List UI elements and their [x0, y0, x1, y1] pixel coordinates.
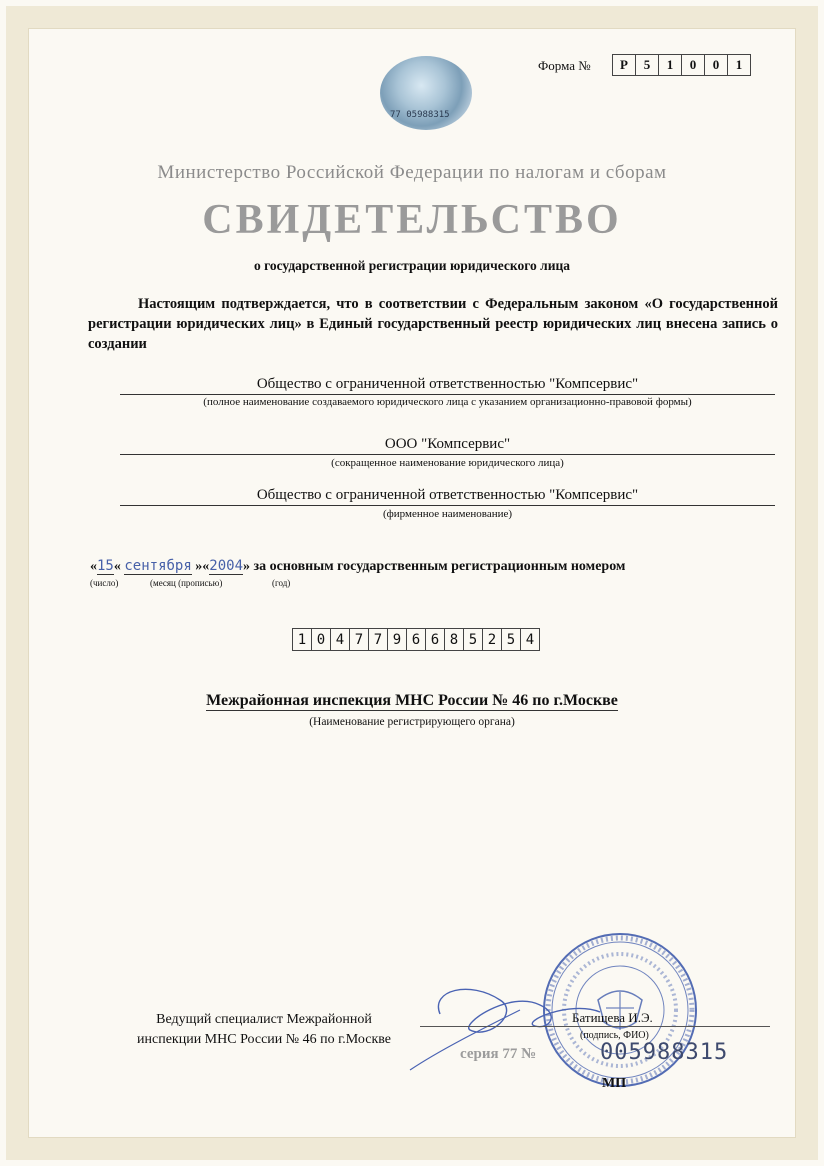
firm-name-caption: (фирменное наименование) [382, 508, 513, 520]
ogrn-cell: 1 [292, 628, 311, 651]
date-month-caption: (месяц (прописью) [150, 578, 223, 588]
authority-name-text: Межрайонная инспекция МНС России № 46 по г.Москве [206, 692, 618, 709]
short-name-value: ООО "Компсервис" [120, 436, 775, 455]
authority-caption: (Наименование регистрирующего органа) [309, 716, 515, 728]
signer-caption: (подпись, ФИО) [580, 1030, 649, 1041]
hologram-number: 77 05988315 [390, 110, 450, 120]
short-name-caption: (сокращенное наименование юридического лица) [331, 457, 564, 469]
ogrn-cell: 7 [349, 628, 368, 651]
form-code-cell: 5 [635, 54, 658, 76]
date-year-caption: (год) [272, 578, 291, 588]
seal-place-label: МП [602, 1076, 627, 1091]
signer-position-line1: Ведущий специалист Межрайонной [156, 1012, 372, 1027]
ogrn-cell: 5 [501, 628, 520, 651]
form-code-cell: 1 [658, 54, 681, 76]
page-subtitle: о государственной регистрации юридического лица [253, 258, 571, 273]
form-code-cell: 0 [681, 54, 704, 76]
series-label: серия 77 № [460, 1046, 537, 1062]
form-code-cell: 1 [727, 54, 751, 76]
form-code [612, 54, 751, 76]
ogrn-cell: 2 [482, 628, 501, 651]
date-suffix: за основным государственным регистрационным номером [253, 559, 626, 574]
signer-position-line2: инспекции МНС России № 46 по г.Москве [137, 1032, 391, 1047]
page-title: СВИДЕТЕЛЬСТВО [202, 197, 622, 243]
ogrn-cell: 4 [520, 628, 540, 651]
ogrn-cell: 9 [387, 628, 406, 651]
signer-position [104, 1010, 424, 1050]
full-name-value: Общество с ограниченной ответственностью "Компсервис" [120, 376, 775, 395]
series-number: 005988315 [600, 1040, 729, 1065]
signature-line [420, 1026, 770, 1027]
signer-name: Батищева И.Э. [572, 1010, 653, 1025]
ogrn-cell: 7 [368, 628, 387, 651]
form-code-cell: Р [612, 54, 635, 76]
ogrn-cell: 0 [311, 628, 330, 651]
authority-name [0, 692, 824, 710]
ogrn-cell: 6 [425, 628, 444, 651]
registration-date: «15« сентября »«2004» за основным государственным регистрационным номером [90, 558, 626, 574]
form-label: Форма № [538, 58, 591, 73]
date-day: 15 [97, 558, 114, 574]
date-month: сентября [124, 558, 192, 574]
intro-text: Настоящим подтверждается, что в соответствии с Федеральным законом «О государственной регистрации юридических лиц» в Единый государственный реестр юридических лиц внесена запись о создании [88, 296, 778, 352]
firm-name-value: Общество с ограниченной ответственностью "Компсервис" [120, 487, 775, 506]
ogrn-cell: 6 [406, 628, 425, 651]
ogrn-cell: 4 [330, 628, 349, 651]
full-name-caption: (полное наименование создаваемого юридического лица с указанием организационно-правовой формы) [203, 396, 692, 408]
date-day-caption: (число) [90, 578, 119, 588]
ogrn-cell: 5 [463, 628, 482, 651]
ogrn-number [292, 628, 540, 651]
date-year: 2004 [209, 558, 244, 574]
ministry-name: Министерство Российской Федерации по налогам и сборам [157, 162, 667, 183]
form-code-cell: 0 [704, 54, 727, 76]
ogrn-cell: 8 [444, 628, 463, 651]
